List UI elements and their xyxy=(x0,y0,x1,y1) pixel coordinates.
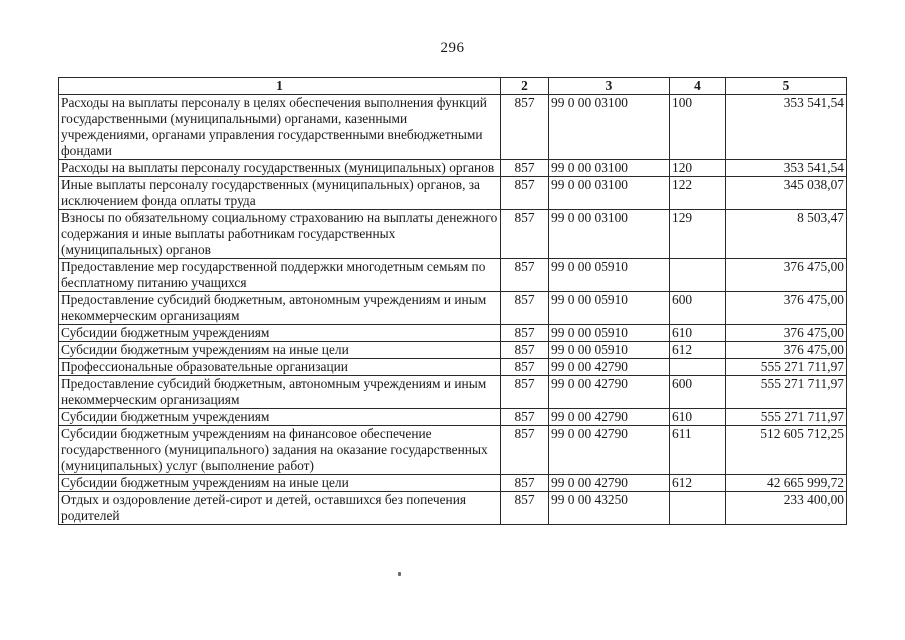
row-name: Предоставление субсидий бюджетным, автономным учреждениям и иным некоммерческим организациям xyxy=(59,376,501,409)
row-csr: 99 0 00 05910 xyxy=(549,325,670,342)
row-code: 857 xyxy=(501,160,549,177)
scan-speck xyxy=(398,572,401,576)
row-csr: 99 0 00 05910 xyxy=(549,292,670,325)
row-code: 857 xyxy=(501,95,549,160)
row-type: 600 xyxy=(670,292,726,325)
row-sum: 512 605 712,25 xyxy=(726,426,847,475)
header-col-3: 3 xyxy=(549,78,670,95)
row-sum: 555 271 711,97 xyxy=(726,359,847,376)
row-name: Профессиональные образовательные организации xyxy=(59,359,501,376)
row-type: 122 xyxy=(670,177,726,210)
row-name: Предоставление субсидий бюджетным, автономным учреждениям и иным некоммерческим организациям xyxy=(59,292,501,325)
row-csr: 99 0 00 05910 xyxy=(549,342,670,359)
row-name: Субсидии бюджетным учреждениям на иные цели xyxy=(59,475,501,492)
row-csr: 99 0 00 42790 xyxy=(549,426,670,475)
row-name: Иные выплаты персоналу государственных (муниципальных) органов, за исключением фонда оплаты труда xyxy=(59,177,501,210)
row-sum: 353 541,54 xyxy=(726,160,847,177)
table-row xyxy=(59,259,847,292)
row-type: 129 xyxy=(670,210,726,259)
row-code: 857 xyxy=(501,177,549,210)
row-code: 857 xyxy=(501,426,549,475)
row-name: Расходы на выплаты персоналу государственных (муниципальных) органов xyxy=(59,160,501,177)
header-col-4: 4 xyxy=(670,78,726,95)
row-csr: 99 0 00 42790 xyxy=(549,409,670,426)
row-code: 857 xyxy=(501,292,549,325)
table-row xyxy=(59,325,847,342)
row-type xyxy=(670,492,726,525)
row-name: Взносы по обязательному социальному страхованию на выплаты денежного содержания и иные выплаты работникам государственных (муниципальных) органов xyxy=(59,210,501,259)
row-type: 611 xyxy=(670,426,726,475)
row-csr: 99 0 00 03100 xyxy=(549,160,670,177)
row-name: Субсидии бюджетным учреждениям на иные цели xyxy=(59,342,501,359)
table-row xyxy=(59,292,847,325)
row-sum: 555 271 711,97 xyxy=(726,409,847,426)
row-sum: 376 475,00 xyxy=(726,342,847,359)
header-col-2: 2 xyxy=(501,78,549,95)
budget-table xyxy=(58,77,847,525)
row-sum: 345 038,07 xyxy=(726,177,847,210)
table-row xyxy=(59,492,847,525)
row-csr: 99 0 00 42790 xyxy=(549,376,670,409)
table-row xyxy=(59,342,847,359)
table-row xyxy=(59,409,847,426)
row-csr: 99 0 00 03100 xyxy=(549,210,670,259)
row-sum: 42 665 999,72 xyxy=(726,475,847,492)
row-csr: 99 0 00 03100 xyxy=(549,177,670,210)
row-type: 120 xyxy=(670,160,726,177)
row-type xyxy=(670,259,726,292)
row-name: Отдых и оздоровление детей-сирот и детей, оставшихся без попечения родителей xyxy=(59,492,501,525)
row-code: 857 xyxy=(501,492,549,525)
header-col-1: 1 xyxy=(59,78,501,95)
row-code: 857 xyxy=(501,210,549,259)
table-row xyxy=(59,210,847,259)
table-row xyxy=(59,475,847,492)
row-name: Расходы на выплаты персоналу в целях обеспечения выполнения функций государственными (муниципальными) органами, казенными учреждениями, органами управления государственными внебюджетными фондами xyxy=(59,95,501,160)
row-type: 610 xyxy=(670,325,726,342)
row-csr: 99 0 00 03100 xyxy=(549,95,670,160)
row-sum: 376 475,00 xyxy=(726,259,847,292)
row-name: Субсидии бюджетным учреждениям на финансовое обеспечение государственного (муниципального) задания на оказание государственных (муниципальных) услуг (выполнение работ) xyxy=(59,426,501,475)
table-header-row xyxy=(59,78,847,95)
row-name: Субсидии бюджетным учреждениям xyxy=(59,409,501,426)
table-row xyxy=(59,359,847,376)
row-sum: 8 503,47 xyxy=(726,210,847,259)
row-csr: 99 0 00 05910 xyxy=(549,259,670,292)
row-csr: 99 0 00 42790 xyxy=(549,475,670,492)
row-csr: 99 0 00 42790 xyxy=(549,359,670,376)
row-code: 857 xyxy=(501,259,549,292)
row-type: 612 xyxy=(670,475,726,492)
row-sum: 233 400,00 xyxy=(726,492,847,525)
row-code: 857 xyxy=(501,409,549,426)
row-type: 610 xyxy=(670,409,726,426)
row-code: 857 xyxy=(501,325,549,342)
table-row xyxy=(59,376,847,409)
row-code: 857 xyxy=(501,359,549,376)
row-code: 857 xyxy=(501,376,549,409)
row-code: 857 xyxy=(501,475,549,492)
table-row xyxy=(59,177,847,210)
row-name: Предоставление мер государственной поддержки многодетным семьям по бесплатному питанию учащихся xyxy=(59,259,501,292)
header-col-5: 5 xyxy=(726,78,847,95)
row-name: Субсидии бюджетным учреждениям xyxy=(59,325,501,342)
row-type: 100 xyxy=(670,95,726,160)
page-number: 296 xyxy=(440,40,465,56)
row-csr: 99 0 00 43250 xyxy=(549,492,670,525)
table-row xyxy=(59,95,847,160)
row-sum: 353 541,54 xyxy=(726,95,847,160)
row-sum: 376 475,00 xyxy=(726,325,847,342)
row-code: 857 xyxy=(501,342,549,359)
row-type: 600 xyxy=(670,376,726,409)
row-type: 612 xyxy=(670,342,726,359)
row-sum: 555 271 711,97 xyxy=(726,376,847,409)
row-sum: 376 475,00 xyxy=(726,292,847,325)
row-type xyxy=(670,359,726,376)
table-row xyxy=(59,160,847,177)
table-row xyxy=(59,426,847,475)
